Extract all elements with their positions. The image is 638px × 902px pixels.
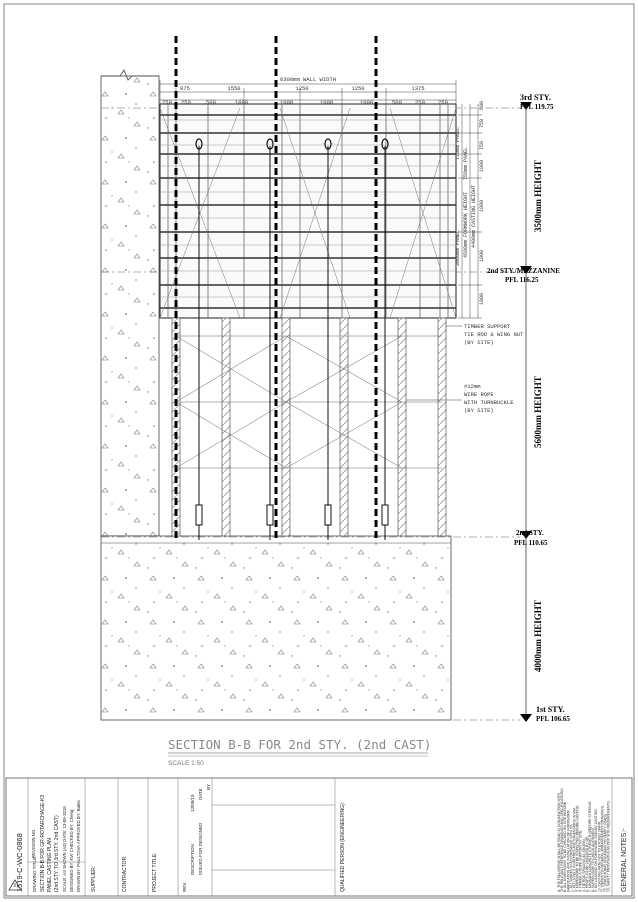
- panel-dim: 500: [392, 99, 402, 106]
- note-rope-line: WIRE ROPE: [464, 391, 494, 398]
- general-note-line: 11. REFER TO GENERAL ARRANGEMENT DRAWINGS.: [600, 805, 605, 892]
- general-note-line: 6. PROPS TO BE CHECKED BY QP.: [584, 836, 589, 892]
- panel-dim: 250: [162, 99, 172, 106]
- annotation-timber: [446, 323, 524, 346]
- title-block: [6, 778, 632, 896]
- lower-slab: [101, 536, 451, 720]
- general-note-line: 5. TIE ROD SPACING AS SHOWN.: [581, 838, 586, 892]
- panel-dim: 500: [206, 99, 216, 106]
- date-label: DATE: [198, 788, 203, 800]
- general-note-line: 1. ALL WORKS IN ACCORDANCE WITH SS.: [569, 823, 574, 892]
- level-name: 2nd STY./MEZZANINE: [487, 267, 560, 275]
- approved-row: DRAWN BY: PAULTOVA APPROVED BY: Bates: [76, 800, 81, 892]
- timber-props: [172, 318, 446, 536]
- vertical-note: 3000mm PANEL: [455, 229, 461, 266]
- level-pfl: PFL 119.75: [520, 103, 554, 111]
- note-timber-line: (BY SITE): [464, 339, 494, 346]
- general-note-line: B. ALL DIMENSIONS TO BE CHECKED ON SITE BEFORE: [563, 801, 568, 892]
- panel-dim: 1000: [235, 99, 249, 106]
- right-dim: 750: [479, 140, 485, 150]
- general-note-line: 12. STRUCTURAL ENGINEER TO VERIFY LOADS.: [603, 812, 608, 892]
- note-timber-line: TIMBER SUPPORT: [464, 323, 511, 330]
- existing-wall: [101, 70, 159, 536]
- top-dim: 1550: [227, 85, 241, 92]
- right-dim: 1000: [479, 199, 485, 212]
- height-label: 3500mm HEIGHT: [533, 160, 543, 232]
- rev-date: 13/09/19: [190, 794, 195, 812]
- panel-dim: 1000: [360, 99, 374, 106]
- level-pfl: PFL 106.65: [536, 715, 570, 723]
- contractor-label: CONTRACTOR:: [122, 855, 128, 892]
- title-block-texts: [15, 784, 628, 892]
- drawing-title-line: SECTION B-B FOR GR-ROTARCHAGE-K3: [40, 794, 46, 892]
- section-title-block: [168, 737, 431, 767]
- note-rope-line: (BY SITE): [464, 407, 494, 414]
- revision-row: ISSUED FOR DESIGNED: [198, 822, 203, 875]
- right-dim: 750: [479, 118, 485, 128]
- designed-row: DESIGNED BY: KW CHECKED BY: Cheng: [69, 809, 74, 892]
- qp-label: QUALIFIED PERSON (ENGINEERING):: [340, 801, 346, 892]
- general-note-line: 4. TIMBER & ROPE SUPPORT BY SITE.: [578, 829, 583, 892]
- drawing-title-line: PANEL CASTING PLAN: [47, 838, 53, 892]
- general-note-line: A. THE FOLLOWING SHALL BE READ IN CONJUNCTION WITH: [557, 792, 561, 892]
- general-note-line: 7. MINIMUM CONCRETE STRENGTH BEFORE STRIKING.: [588, 800, 592, 892]
- general-notes: [557, 788, 611, 892]
- project-title-label: PROJECT TITLE:: [152, 852, 158, 892]
- annotation-rope: [406, 383, 514, 414]
- right-dim: 1000: [479, 249, 485, 262]
- formwork-panel: [160, 104, 456, 318]
- panel-dim: 250: [415, 99, 425, 106]
- panel-dim: 250: [438, 99, 448, 106]
- scale-date-row: SCALE: AS SHOWN (A3) DATE: 13-09-2019: [62, 806, 67, 892]
- general-note-line: THE RELEVANT REFERENCE DRAWINGS AND SPECIFICATIONS.: [560, 787, 565, 892]
- right-dim: 500: [479, 100, 485, 110]
- vertical-note: 4500mm FORMWORK HEIGHT: [463, 191, 469, 258]
- wall-width-label: 6300mm WALL WIDTH: [279, 76, 337, 83]
- panel-dim: 1000: [280, 99, 294, 106]
- note-timber-line: TIE ROD & WING NUT: [464, 331, 524, 338]
- rev-label: REV.: [182, 881, 187, 892]
- top-dim: 875: [180, 85, 190, 92]
- general-notes-title: GENERAL NOTES:-: [621, 828, 628, 892]
- level-1st-sty: [520, 705, 570, 723]
- panel-dim: 250: [181, 99, 191, 106]
- section-title: SECTION B-B FOR 2nd STY. (2nd CAST): [168, 737, 432, 752]
- note-rope-line: #12mm: [464, 383, 481, 390]
- general-note-line: 10. CASTING RATE NOT TO EXCEED 2M/HR.: [597, 820, 602, 892]
- height-label: 4000mm HEIGHT: [533, 600, 543, 672]
- level-3rd-sty: [520, 93, 554, 111]
- note-rope-line: WITH TURNBUCKLE: [464, 399, 514, 406]
- level-2nd-sty: [514, 529, 548, 547]
- level-pfl: PFL 116.25: [505, 276, 539, 284]
- top-dimensions: [160, 76, 456, 106]
- panel-dim: 1000: [320, 99, 334, 106]
- right-dim: 1000: [479, 292, 485, 305]
- general-note-line: 9. NO LOADING ON FORMWORK DURING CASTING.: [594, 808, 599, 892]
- level-name: 3rd STY.: [520, 93, 551, 102]
- supplier-label: SUPPLIER:: [91, 865, 97, 892]
- top-dim: 1250: [295, 85, 309, 92]
- by-label: BY: [206, 783, 211, 790]
- drawing-title-label: DRAWING TITLE:: [32, 855, 37, 892]
- right-dim: 1000: [479, 159, 485, 172]
- vertical-note: 750mm PANEL: [463, 146, 469, 180]
- description-label: DESCRIPTION: [190, 844, 195, 875]
- level-pfl: PFL 110.65: [514, 539, 548, 547]
- general-note-line: 2. ALL LEVELS IN METRES AND DIMENSIONS IN MM.: [572, 807, 577, 892]
- revision-label: REVISION NO.: [31, 828, 36, 858]
- general-note-line: 3. FORMWORK TO BE INSPECTED BEFORE CASTING.: [575, 804, 580, 892]
- general-note-line: 8. SUPERVISOR TO CHECK ALIGNMENT.: [591, 826, 596, 892]
- level-name: 2nd STY.: [516, 529, 544, 537]
- height-label: 5600mm HEIGHT: [533, 376, 543, 448]
- vertical-note: 720mm PANEL: [455, 126, 461, 160]
- section-scale: SCALE 1:50: [168, 760, 204, 767]
- top-dim: 1250: [351, 85, 365, 92]
- general-note-line: 13. SAFETY PROVISIONS AS PER SITE REQUIREMENTS.: [606, 800, 611, 892]
- top-dim: 1375: [411, 85, 425, 92]
- general-note-line: FABRICATION AND INSTALLATION OF FORMWORK.: [566, 809, 571, 892]
- level-2nd-mezzanine: [487, 266, 560, 284]
- drawing-title-line: (2nd STY. TO 3rd STY. 2nd CAST): [54, 815, 60, 892]
- level-name: 1st STY.: [536, 705, 565, 714]
- drawing-number: 1519-C-WC-0868: [15, 833, 24, 892]
- vertical-note: 4400mm CASTING HEIGHT: [471, 184, 477, 248]
